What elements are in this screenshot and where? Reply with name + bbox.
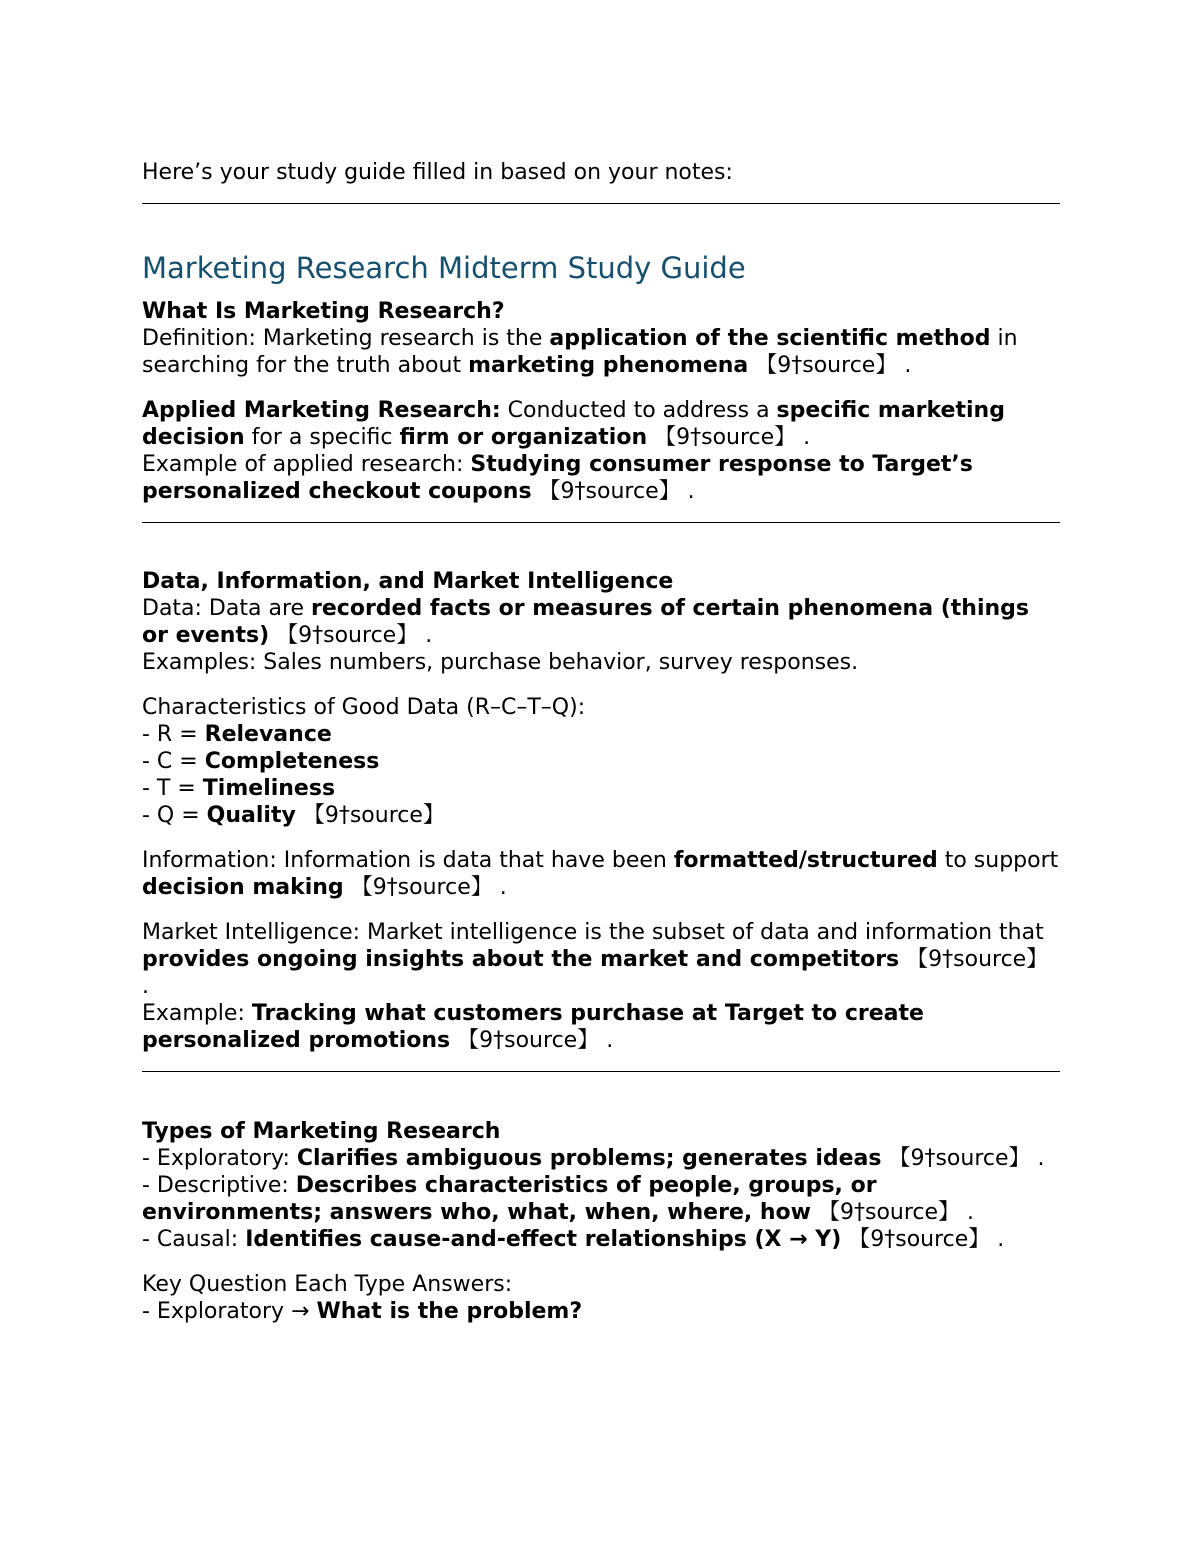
source-citation: 【9†source】: [888, 1146, 1031, 1171]
key-question-bold: What is the problem?: [316, 1299, 583, 1324]
source-citation: 【9†source】: [848, 1227, 991, 1252]
characteristic-item: Quality: [206, 803, 296, 828]
period: .: [796, 425, 811, 450]
definition-bold: application of the scientific method: [549, 326, 991, 351]
type-label: - Causal:: [142, 1227, 246, 1252]
data-bold: recorded facts or measures of certain phenomena (things or events): [142, 596, 1029, 648]
period: .: [897, 353, 912, 378]
information-bold: formatted/structured: [673, 848, 938, 873]
section-data: [142, 568, 1060, 676]
source-citation: 【9†source】: [302, 803, 445, 828]
list-bullet: - T =: [142, 776, 203, 801]
period: .: [142, 974, 149, 999]
market-intelligence-text: Market Intelligence: Market intelligence is the subset of data and information that: [142, 920, 1044, 945]
section-heading: Types of Marketing Research: [142, 1119, 501, 1144]
source-citation: 【9†source】: [538, 479, 681, 504]
characteristic-item: Relevance: [204, 722, 332, 747]
type-label: - Exploratory:: [142, 1146, 297, 1171]
intro-text: Here’s your study guide filled in based on your notes:: [142, 160, 733, 185]
key-questions: [142, 1271, 1060, 1325]
example-bold: Tracking what customers purchase at Target to create personalized promotions: [142, 1001, 924, 1053]
section-what-is: [142, 298, 1060, 379]
document-page: [142, 158, 1060, 1325]
applied-research: [142, 397, 1060, 505]
key-question-label: - Exploratory →: [142, 1299, 317, 1324]
examples-text: Examples: Sales numbers, purchase behavior, survey responses.: [142, 650, 859, 675]
list-bullet: - Q =: [142, 803, 207, 828]
type-label: - Descriptive:: [142, 1173, 296, 1198]
good-data-characteristics: [142, 694, 1060, 829]
period: .: [599, 1028, 614, 1053]
information-bold: decision making: [142, 875, 344, 900]
source-citation: 【9†source】: [457, 1028, 600, 1053]
definition-text: Definition: Marketing research is the: [142, 326, 550, 351]
example-label: Example of applied research:: [142, 452, 471, 477]
period: .: [990, 1227, 1005, 1252]
data-text: Data: Data are: [142, 596, 312, 621]
section-types: [142, 1118, 1060, 1253]
applied-text: Conducted to address a: [500, 398, 777, 423]
applied-bold: specific marketing decision: [142, 398, 1005, 450]
definition-text: in searching for the truth about: [142, 326, 1018, 378]
type-bold: Identifies cause-and-effect relationships (X → Y): [245, 1227, 842, 1252]
section-heading: Data, Information, and Market Intelligence: [142, 569, 674, 594]
market-intelligence: [142, 919, 1060, 1054]
applied-heading: Applied Marketing Research:: [142, 398, 501, 423]
characteristics-heading: Characteristics of Good Data (R–C–T–Q):: [142, 695, 586, 720]
definition-bold: marketing phenomena: [468, 353, 749, 378]
source-citation: 【9†source】: [817, 1200, 961, 1225]
characteristic-item: Timeliness: [202, 776, 336, 801]
source-citation: 【9†source】: [755, 353, 898, 378]
period: .: [418, 623, 433, 648]
characteristic-item: Completeness: [204, 749, 380, 774]
type-bold: Describes characteristics of people, groups, or environments; answers who, what, when, where, how: [142, 1173, 877, 1225]
period: .: [960, 1200, 975, 1225]
market-intelligence-bold: provides ongoing insights about the market and competitors: [142, 947, 900, 972]
document-title: Marketing Research Midterm Study Guide: [142, 251, 746, 285]
source-citation: 【9†source】: [906, 947, 1049, 972]
period: .: [1030, 1146, 1045, 1171]
applied-text: for a specific: [244, 425, 400, 450]
section-heading: What Is Marketing Research?: [142, 299, 505, 324]
example-bold: Studying consumer response to Target’s personalized checkout coupons: [142, 452, 973, 504]
list-bullet: - C =: [142, 749, 205, 774]
information-text: to support: [937, 848, 1059, 873]
information-definition: [142, 847, 1060, 901]
type-bold: Clarifies ambiguous problems; generates ideas: [296, 1146, 882, 1171]
period: .: [492, 875, 507, 900]
applied-bold: firm or organization: [399, 425, 648, 450]
information-text: Information: Information is data that have been: [142, 848, 674, 873]
key-questions-heading: Key Question Each Type Answers:: [142, 1272, 513, 1297]
period: .: [680, 479, 695, 504]
list-bullet: - R =: [142, 722, 205, 747]
example-label: Example:: [142, 1001, 252, 1026]
source-citation: 【9†source】: [654, 425, 797, 450]
source-citation: 【9†source】: [350, 875, 493, 900]
source-citation: 【9†source】: [276, 623, 419, 648]
